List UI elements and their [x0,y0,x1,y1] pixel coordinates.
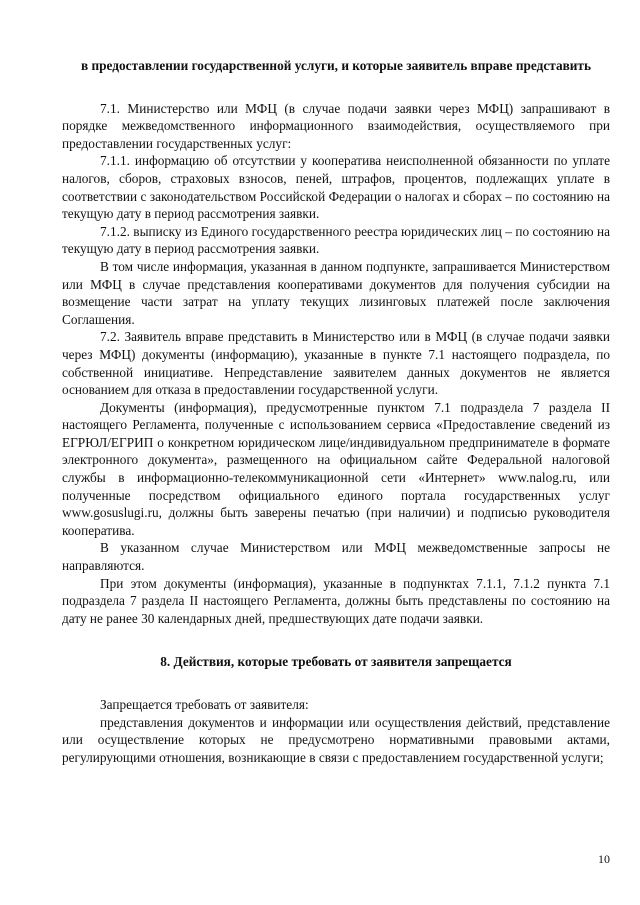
paragraph-validity: При этом документы (информация), указанные в подпунктах 7.1.1, 7.1.2 пункта 7.1 подраздела 7 раздела II настоящего Регламента, должны быть представлены по состоянию на дату не ранее 30 календарных дней, предшествующих дате подачи заявки. [62,575,610,626]
section-heading-top: в предоставлении государственной услуги, и которые заявитель вправе представить [81,58,591,73]
paragraph-prohibited-intro: Запрещается требовать от заявителя: [100,697,309,712]
paragraph-7-1-2: 7.1.2. выписку из Единого государственного реестра юридических лиц – по состоянию на текущую дату в период рассмотрения заявки. [62,223,610,257]
paragraph-documents: Документы (информация), предусмотренные пунктом 7.1 подраздела 7 раздела II настоящего Регламента, полученные с использованием сервиса «Предоставление сведений из ЕГРЮЛ/ЕГРИП о конкретном юридическом лице/индивидуальном предпринимателе в формате электронного документа», размещенного на официальном сайте Федеральной налоговой службы в информационно-телекоммуникационной сети «Интернет» www.nalog.ru, или полученные посредством официального единого портала государственных услуг www.gosuslugi.ru, должны быть заверены печатью (при наличии) и подписью руководителя кооператива. [62,399,610,538]
paragraph-7-1: 7.1. Министерство или МФЦ (в случае подачи заявки через МФЦ) запрашивают в порядке межведомственного информационного взаимодействия, осуществляемого при предоставлении государственных услуг: [62,100,610,151]
section-8-heading: 8. Действия, которые требовать от заявителя запрещается [160,654,512,670]
paragraph-no-requests: В указанном случае Министерством или МФЦ межведомственные запросы не направляются. [62,540,610,574]
paragraph-7-1-1: 7.1.1. информацию об отсутствии у кооператива неисполненной обязанности по уплате налогов, сборов, страховых взносов, пеней, штрафов, процентов, подлежащих уплате в соответствии с законодательством Российской Федерации о налогах и сборах – по состоянию на текущую дату в период рассмотрения заявки. [62,153,610,222]
page-number: 10 [598,852,610,866]
paragraph-7-2: 7.2. Заявитель вправе представить в Министерство или в МФЦ (в случае подачи заявки через МФЦ) документы (информацию), указанные в пункте 7.1 настоящего подраздела, по собственной инициативе. Непредставление заявителем данных документов не является основанием для отказа в предоставлении государственной услуги. [62,329,610,398]
section-8-body [62,696,610,766]
section-7-body [62,100,610,628]
paragraph-including: В том числе информация, указанная в данном подпункте, запрашивается Министерством или МФЦ в случае представления кооперативами документов для получения субсидии на возмещение части затрат на уплату текущих лизинговых платежей после заключения Соглашения. [62,258,610,327]
paragraph-prohibited-item: представления документов и информации или осуществления действий, представление или осуществление которых не предусмотрено нормативными правовыми актами, регулирующими отношения, возникающие в связи с предоставлением государственной услуги; [62,714,610,765]
